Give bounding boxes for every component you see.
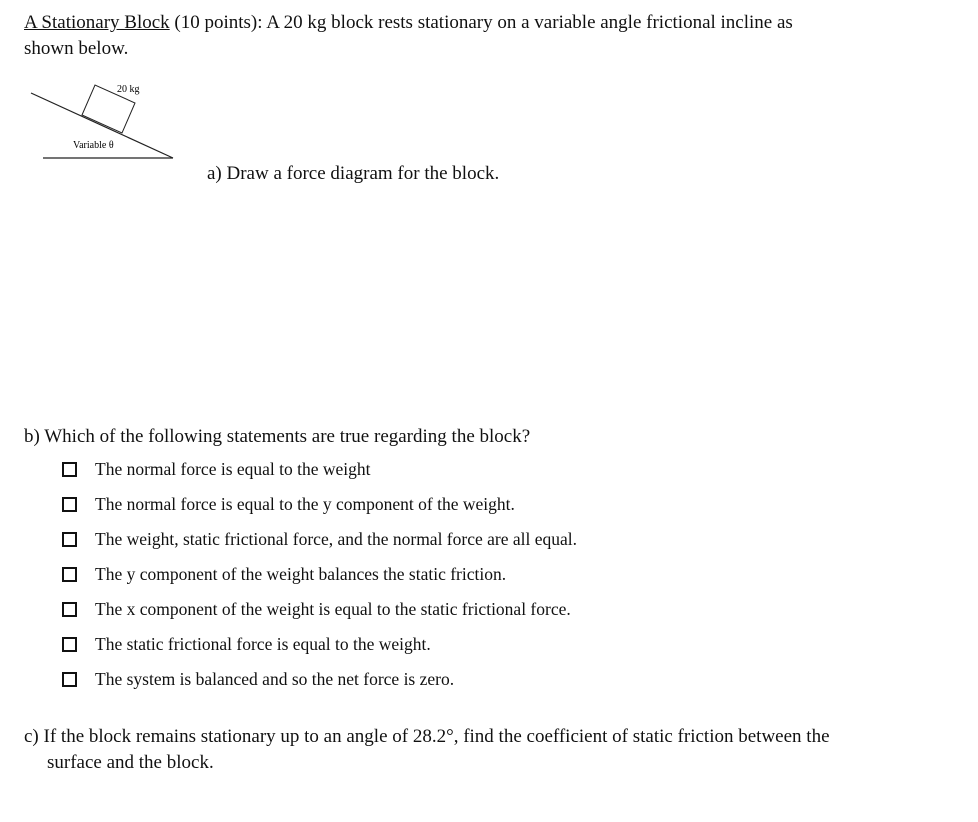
option-label: The normal force is equal to the weight	[95, 459, 371, 479]
option-1[interactable]	[62, 459, 371, 480]
checkbox[interactable]	[62, 567, 77, 582]
problem-statement: (10 points): A 20 kg block rests stationary on a variable angle frictional incline as	[169, 12, 793, 33]
problem-title: A Stationary Block	[24, 12, 170, 33]
part-c-question-line2: surface and the block.	[47, 752, 214, 773]
option-5[interactable]	[62, 599, 571, 620]
checkbox[interactable]	[62, 462, 77, 477]
option-4[interactable]	[62, 564, 506, 585]
option-label: The static frictional force is equal to the weight.	[95, 634, 431, 654]
checkbox[interactable]	[62, 532, 77, 547]
option-label: The weight, static frictional force, and the normal force are all equal.	[95, 529, 578, 549]
part-c-question: c) If the block remains stationary up to an angle of 28.2°, find the coefficient of static friction between the	[24, 726, 830, 747]
option-6[interactable]	[62, 634, 431, 655]
part-a-question: a) Draw a force diagram for the block.	[207, 163, 500, 184]
checkbox[interactable]	[62, 602, 77, 617]
incline-diagram	[0, 0, 200, 170]
option-label: The system is balanced and so the net force is zero.	[95, 669, 455, 689]
checkbox[interactable]	[62, 637, 77, 652]
option-label: The y component of the weight balances the static friction.	[95, 564, 507, 584]
problem-statement-line2: shown below.	[24, 38, 129, 59]
checkbox[interactable]	[62, 672, 77, 687]
option-7[interactable]	[62, 669, 454, 690]
option-label: The normal force is equal to the y component of the weight.	[95, 494, 515, 514]
checkbox[interactable]	[62, 497, 77, 512]
option-label: The x component of the weight is equal to the static frictional force.	[95, 599, 571, 619]
option-3[interactable]	[62, 529, 577, 550]
mass-label: 20 kg	[117, 84, 140, 95]
part-b-question: b) Which of the following statements are true regarding the block?	[24, 426, 531, 447]
option-2[interactable]	[62, 494, 515, 515]
angle-label: Variable θ	[73, 140, 114, 151]
